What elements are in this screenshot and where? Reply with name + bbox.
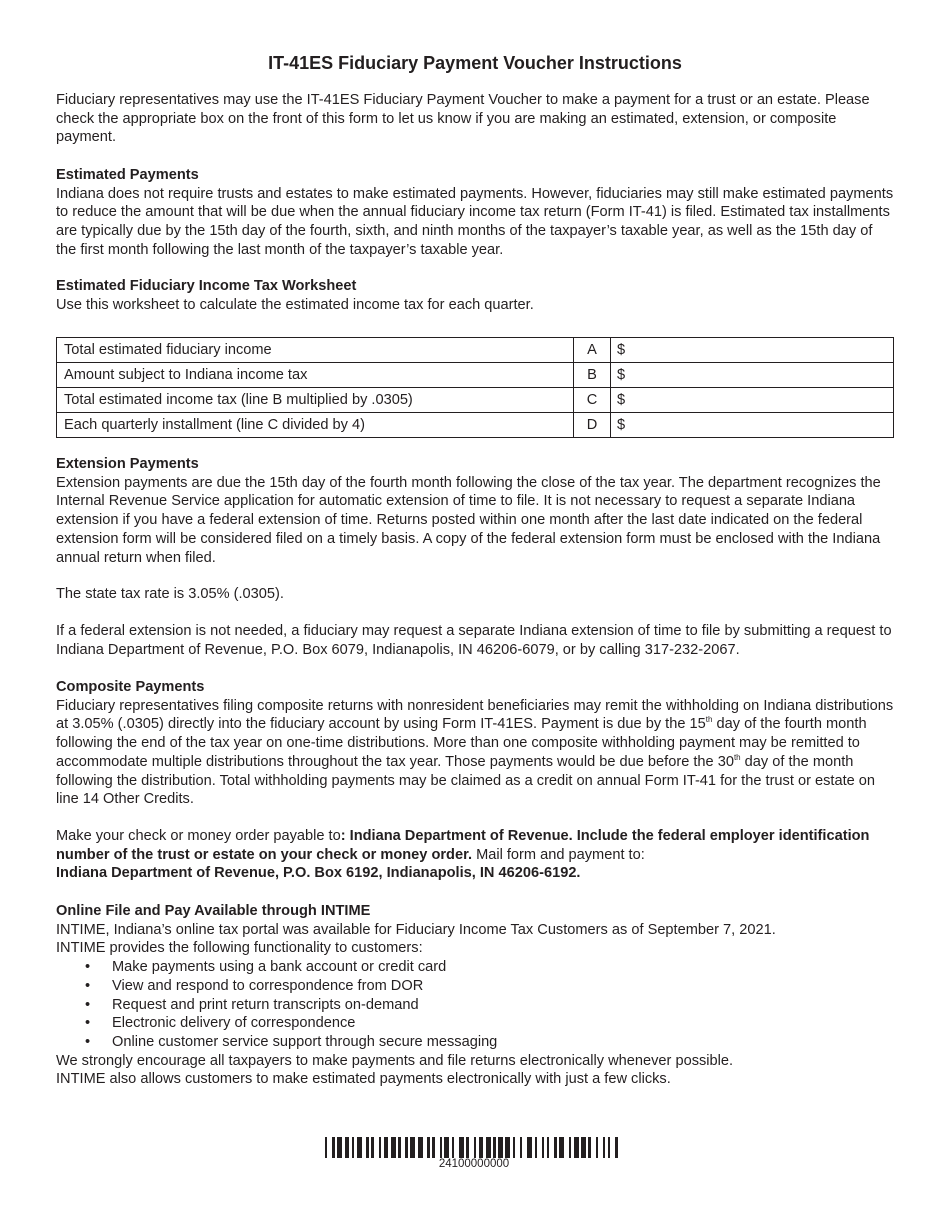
composite-payments-section bbox=[56, 678, 896, 809]
composite-body-text: day of the month following the distribution. Total withholding payments may be claimed as a credit on annual Form IT-41 for the trust or estate on line 14 Other Credits. bbox=[56, 753, 876, 808]
worksheet-table bbox=[56, 337, 894, 438]
intro-paragraph: Fiduciary representatives may use the IT-41ES Fiduciary Payment Voucher to make a payment for a trust or an estate. Please check the appropriate box on the front of this form to let us know if you are making an estimated, extension, or composite payment. bbox=[56, 92, 870, 146]
bullet-icon: • bbox=[85, 1033, 91, 1050]
extension-payments-heading: Extension Payments bbox=[56, 456, 199, 472]
worksheet-row-a bbox=[57, 338, 894, 363]
ordinal-suffix: th bbox=[733, 752, 741, 762]
worksheet-row-label: Total estimated fiduciary income bbox=[57, 338, 574, 363]
feature-text: Make payments using a bank account or credit card bbox=[112, 959, 447, 976]
intime-closing-1: We strongly encourage all taxpayers to make payments and file returns electronically whenever possible. bbox=[56, 1052, 734, 1069]
worksheet-row-label: Amount subject to Indiana income tax bbox=[57, 363, 574, 388]
composite-body-text: Fiduciary representatives filing composite returns with nonresident beneficiaries may remit the withholding on Indiana distributions at 3.05% (.0305) directly into the fiduciary account by using Form IT-41ES. Payment is due by the 15 bbox=[56, 697, 894, 733]
extension-payments-body: Extension payments are due the 15th day of the fourth month following the close of the tax year. The department recognizes the Internal Revenue Service application for automatic extension of time to file. It is not necessary to request a separate Indiana extension if you have a federal extension of time. Returns posted within one month after the last date indicated on the federal extension form will be considered filed on a timely basis. A copy of the federal extension form must be enclosed with the Indiana annual return when filed. bbox=[56, 474, 881, 566]
intime-features-list bbox=[56, 958, 896, 1052]
worksheet-row-b bbox=[57, 363, 894, 388]
barcode-number: 24100000000 bbox=[438, 1158, 510, 1170]
list-item bbox=[56, 977, 896, 996]
worksheet-amount-field-d[interactable] bbox=[611, 413, 894, 438]
feature-text: Request and print return transcripts on-demand bbox=[112, 996, 419, 1013]
worksheet-line-letter: B bbox=[574, 363, 611, 388]
composite-payments-heading: Composite Payments bbox=[56, 679, 205, 695]
worksheet-row-label: Total estimated income tax (line B multiplied by .0305) bbox=[57, 388, 574, 413]
worksheet-intro: Use this worksheet to calculate the estimated income tax for each quarter. bbox=[56, 296, 534, 313]
estimated-payments-heading: Estimated Payments bbox=[56, 167, 199, 183]
worksheet-amount-field-b[interactable] bbox=[611, 363, 894, 388]
worksheet-section bbox=[56, 277, 896, 314]
intime-heading: Online File and Pay Available through INTIME bbox=[56, 903, 371, 919]
no-federal-extension-note: If a federal extension is not needed, a fiduciary may request a separate Indiana extension of time to file by submitting a request to Indiana Department of Revenue, P.O. Box 6079, Indianapolis, IN 46206-6079, or by calling 317-232-2067. bbox=[56, 623, 892, 658]
mail-to-text: Mail form and payment to: bbox=[472, 846, 645, 863]
composite-body-text: day of the fourth month following the end of the tax year on one-time distributions. More than one composite withholding payment may be remitted to accommodate multiple distributions throughout the tax year. Those payments would be due before the 30 bbox=[56, 716, 867, 770]
worksheet-row-label: Each quarterly installment (line C divided by 4) bbox=[57, 413, 574, 438]
bullet-icon: • bbox=[85, 996, 91, 1013]
worksheet-row-d bbox=[57, 413, 894, 438]
intime-line-2: INTIME provides the following functionality to customers: bbox=[56, 940, 423, 957]
bullet-icon: • bbox=[85, 959, 91, 976]
feature-text: Electronic delivery of correspondence bbox=[112, 1015, 356, 1032]
barcode-icon bbox=[325, 1137, 623, 1158]
bullet-icon: • bbox=[85, 1015, 91, 1032]
worksheet-amount-field-c[interactable] bbox=[611, 388, 894, 413]
list-item bbox=[56, 1033, 896, 1052]
currency-symbol: $ bbox=[617, 367, 626, 383]
worksheet-line-letter: D bbox=[574, 413, 611, 438]
composite-payments-body bbox=[56, 697, 896, 809]
estimated-payments-section bbox=[56, 166, 896, 260]
intime-closing-2: INTIME also allows customers to make estimated payments electronically with just a few clicks. bbox=[56, 1071, 671, 1088]
intime-line-1: INTIME, Indiana’s online tax portal was available for Fiduciary Income Tax Customers as of September 7, 2021. bbox=[56, 921, 776, 938]
worksheet-line-letter: C bbox=[574, 388, 611, 413]
worksheet-amount-field-a[interactable] bbox=[611, 338, 894, 363]
currency-symbol: $ bbox=[617, 392, 626, 408]
list-item bbox=[56, 958, 896, 977]
worksheet-line-letter: A bbox=[574, 338, 611, 363]
worksheet-heading: Estimated Fiduciary Income Tax Worksheet bbox=[56, 278, 357, 294]
mailing-address: Indiana Department of Revenue, P.O. Box 6192, Indianapolis, IN 46206-6192. bbox=[56, 865, 581, 882]
bullet-icon: • bbox=[85, 977, 91, 994]
payable-to-text: Make your check or money order payable to bbox=[56, 828, 341, 844]
extension-payments-section bbox=[56, 455, 896, 567]
feature-text: View and respond to correspondence from DOR bbox=[112, 977, 424, 994]
list-item bbox=[56, 1014, 896, 1033]
payment-instructions bbox=[56, 827, 896, 883]
worksheet-row-c bbox=[57, 388, 894, 413]
payee-text: : Indiana Department of Revenue. Include the federal employer identification number of the trust or estate on your check or money order. bbox=[56, 828, 870, 863]
page-title: IT-41ES Fiduciary Payment Voucher Instructions bbox=[268, 53, 682, 73]
state-tax-rate-note: The state tax rate is 3.05% (.0305). bbox=[56, 586, 284, 602]
intime-section bbox=[56, 902, 896, 1089]
feature-text: Online customer service support through secure messaging bbox=[112, 1033, 498, 1050]
currency-symbol: $ bbox=[617, 417, 626, 433]
estimated-payments-body: Indiana does not require trusts and estates to make estimated payments. However, fiduciaries may still make estimated payments to reduce the amount that will be due when the annual fiduciary income tax return (Form IT-41) is filed. Estimated tax installments are typically due by the 15th day of the fourth, sixth, and ninth months of the taxpayer’s taxable year, as well as the 15th day of the first month following the last month of the taxpayer’s taxable year. bbox=[56, 185, 894, 258]
currency-symbol: $ bbox=[617, 342, 626, 358]
list-item bbox=[56, 996, 896, 1015]
ordinal-suffix: th bbox=[705, 715, 713, 725]
